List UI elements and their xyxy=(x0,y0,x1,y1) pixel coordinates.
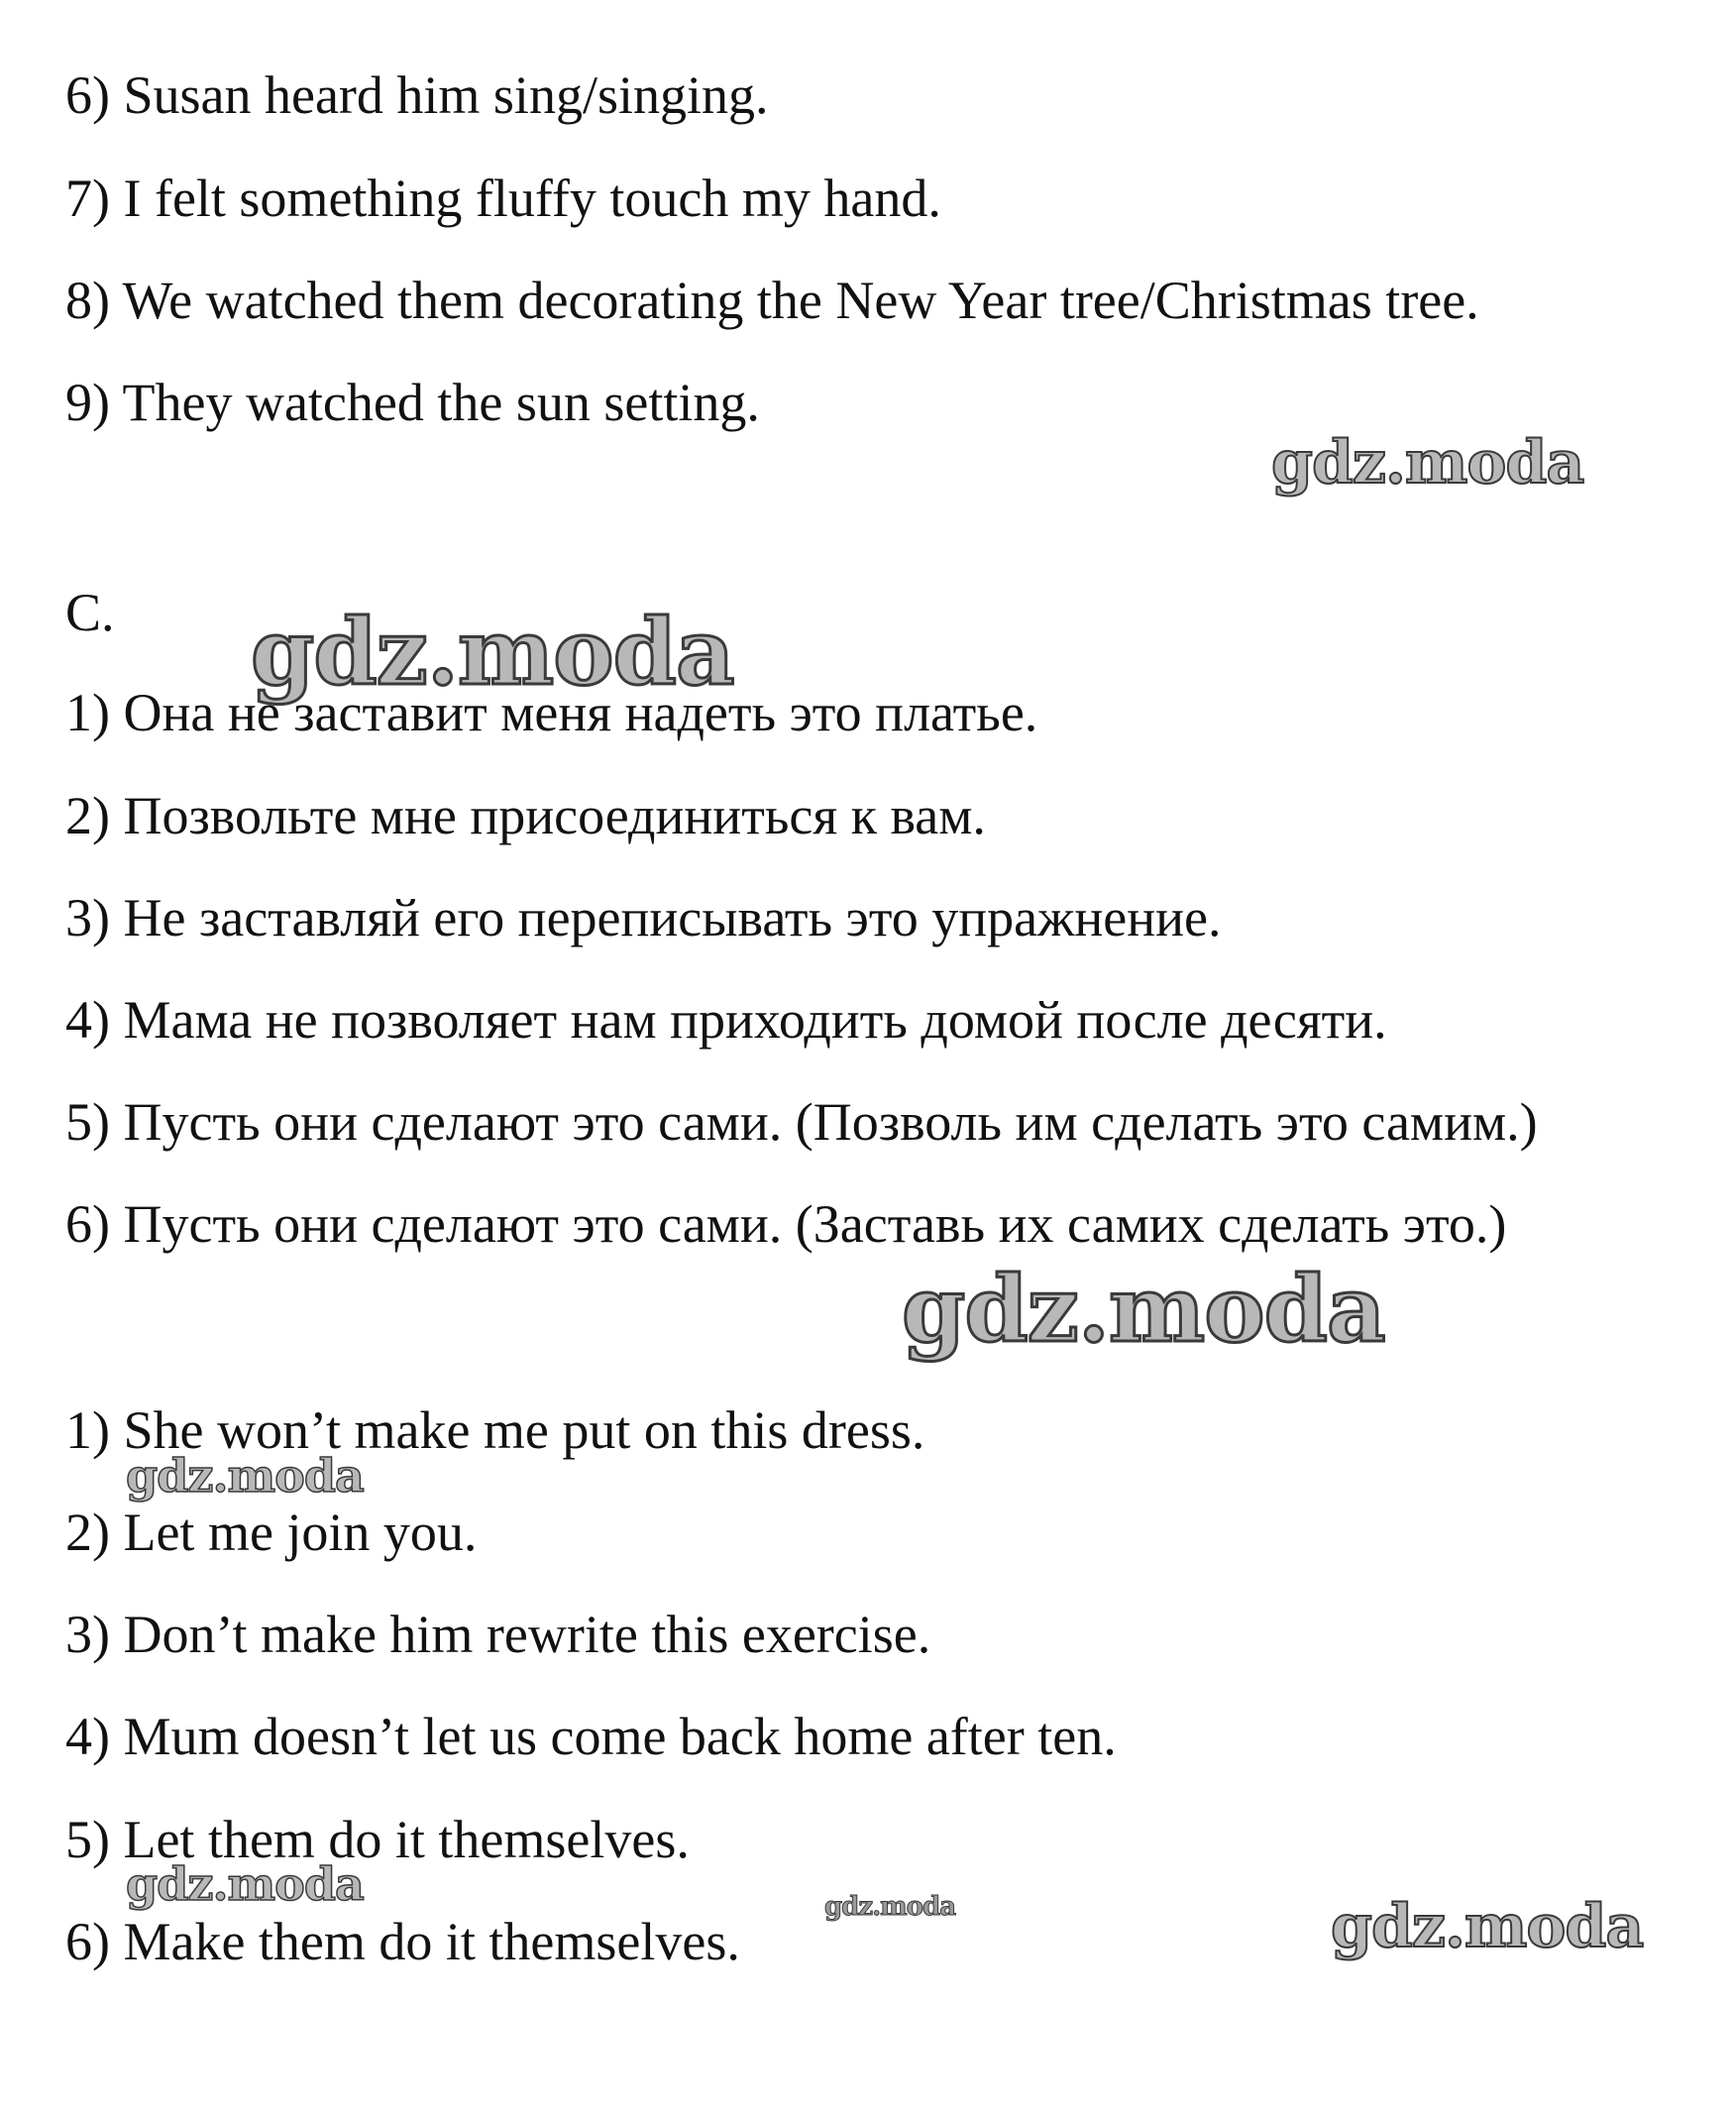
answer-b-6: 6) Susan heard him sing/singing. xyxy=(65,65,769,125)
english-line-6: 6) Make them do it themselves. xyxy=(65,1912,740,1971)
answer-b-7: 7) I felt something fluffy touch my hand. xyxy=(65,168,941,228)
watermark-logo: gdz.moda xyxy=(902,1256,1385,1363)
russian-line-5: 5) Пусть они сделают это сами. (Позволь им сделать это самим.) xyxy=(65,1092,1538,1152)
russian-line-6: 6) Пусть они сделают это сами. (Заставь их самих сделать это.) xyxy=(65,1194,1507,1254)
english-line-4: 4) Mum doesn’t let us come back home after ten. xyxy=(65,1707,1117,1766)
watermark-logo: gdz.moda xyxy=(126,1449,364,1503)
russian-line-2: 2) Позвольте мне присоединиться к вам. xyxy=(65,786,986,845)
watermark-logo: gdz.moda xyxy=(251,599,734,706)
english-line-1: 1) She won’t make me put on this dress. xyxy=(65,1400,925,1460)
watermark-logo: gdz.moda xyxy=(1331,1892,1644,1961)
russian-line-1: 1) Она не заставит меня надеть это платье. xyxy=(65,683,1038,742)
english-line-5: 5) Let them do it themselves. xyxy=(65,1810,690,1869)
english-line-3: 3) Don’t make him rewrite this exercise. xyxy=(65,1605,931,1664)
watermark-logo: gdz.moda xyxy=(1271,428,1584,498)
answer-b-8: 8) We watched them decorating the New Year tree/Christmas tree. xyxy=(65,271,1479,330)
russian-line-4: 4) Мама не позволяет нам приходить домой после десяти. xyxy=(65,990,1387,1050)
english-line-2: 2) Let me join you. xyxy=(65,1503,478,1562)
russian-line-3: 3) Не заставляй его переписывать это упражнение. xyxy=(65,888,1222,947)
section-c-heading: C. xyxy=(65,583,115,642)
watermark-logo: gdz.moda xyxy=(126,1857,364,1911)
watermark-logo: gdz.moda xyxy=(824,1892,956,1922)
answer-b-9: 9) They watched the sun setting. xyxy=(65,373,760,432)
